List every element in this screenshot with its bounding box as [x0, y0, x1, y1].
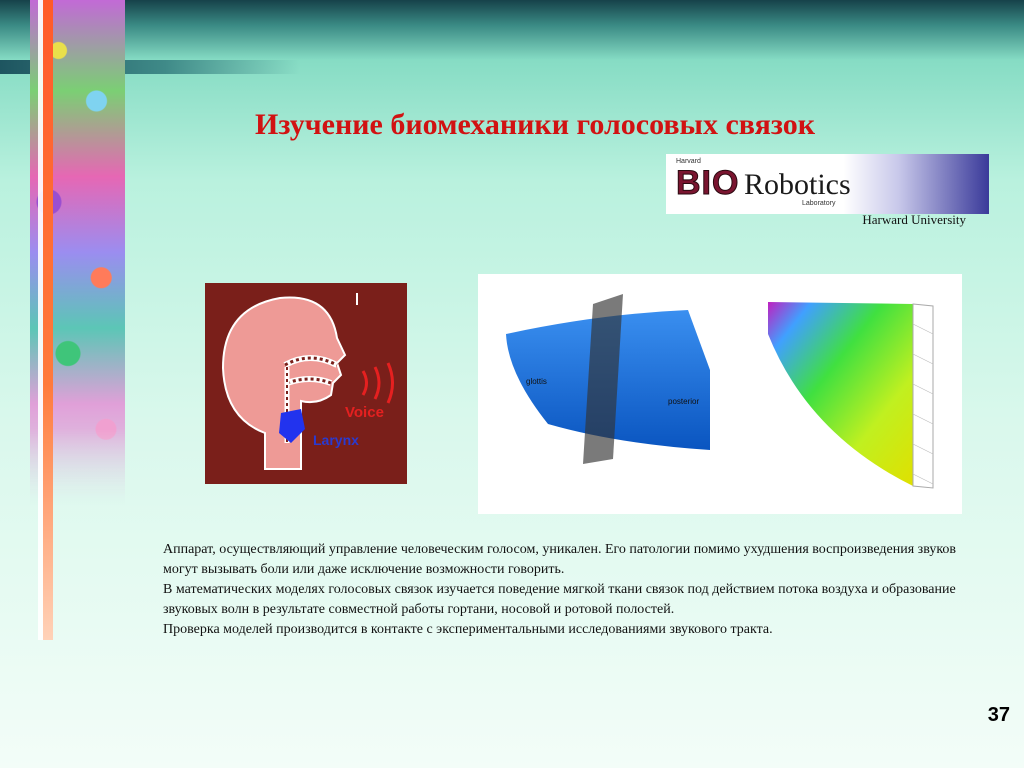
glottis-label: glottis: [526, 377, 547, 386]
logo-caption: Harward University: [862, 212, 966, 227]
fem-color-map: [768, 302, 913, 486]
page-number: 37: [987, 704, 1010, 726]
logo-bio-text: BIO: [676, 164, 740, 202]
logo-robotics-text: Robotics: [744, 168, 851, 201]
slide-title: Изучение биомеханики голосовых связок: [254, 108, 815, 141]
logo-laboratory-text: Laboratory: [802, 200, 836, 207]
body-paragraph: В математических моделях голосовых связок изучается поведение мягкой ткани связок под действием потока воздуха и образование звуковых волн в результате совместной работы гортани, носовой и ротовой полостей.: [163, 582, 956, 617]
biorobotics-logo: [666, 154, 989, 214]
vocal-fold-model-illustration: [478, 274, 962, 514]
head-profile-drawing: [205, 283, 407, 484]
decorative-orange-bar: [43, 0, 53, 640]
slide-body-text: [163, 540, 983, 640]
posterior-label: posterior: [668, 397, 700, 406]
logo-harvard-text: Harvard: [676, 158, 701, 165]
body-paragraph: Проверка моделей производится в контакте с экспериментальными исследованиями звукового тракта.: [163, 622, 773, 637]
vocal-fold-model-drawing: [478, 274, 962, 514]
larynx-label: Larynx: [313, 432, 359, 448]
voice-label: Voice: [345, 404, 384, 421]
body-paragraph: Аппарат, осуществляющий управление человеческим голосом, уникален. Его патологии помимо ухудшения воспроизведения звуков могут вызывать боли или даже исключение возможности говорить.: [163, 542, 957, 577]
vocal-tract-illustration: [205, 283, 407, 484]
